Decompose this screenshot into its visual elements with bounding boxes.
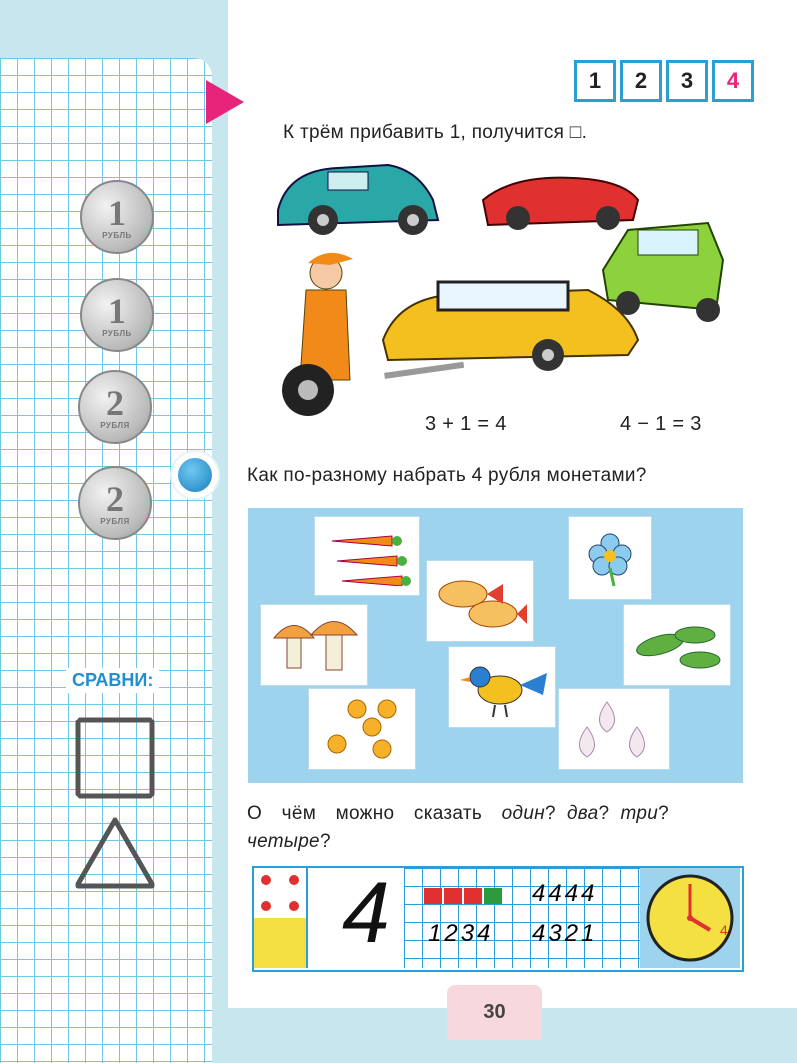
writing-row2b: 4321 [532, 920, 598, 947]
arrow-marker-icon [206, 80, 244, 124]
flower-icon [580, 528, 640, 588]
coin-2-rubles [78, 466, 152, 540]
tab-2[interactable]: 2 [620, 60, 662, 102]
cucumber-icon [630, 615, 725, 675]
number-tabs [574, 60, 754, 102]
domino-dots-icon [254, 868, 306, 918]
coin-value: 2 [106, 382, 124, 423]
color-blocks [424, 888, 502, 904]
card-garlic [558, 688, 670, 770]
coin-1-ruble [80, 180, 154, 254]
writing-row2a: 1234 [428, 920, 494, 947]
word-one: один [501, 803, 545, 824]
coin-2-rubles [78, 370, 152, 444]
yellow-car-icon [383, 282, 638, 371]
picture-panel [248, 508, 743, 783]
cars-illustration [268, 150, 738, 430]
page-number: 30 [447, 985, 542, 1040]
wrench-icon [384, 362, 464, 379]
clock-icon [640, 868, 740, 968]
equation-subtraction: 4 − 1 = 3 [620, 413, 702, 435]
tab-4[interactable]: 4 [712, 60, 754, 102]
coin-label: РУБЛЬ [102, 328, 132, 338]
matchstick-shapes [70, 712, 160, 892]
word-two: два [566, 803, 599, 824]
writing-practice-strip [252, 866, 744, 972]
coin-label: РУБЛЯ [100, 420, 130, 430]
tab-1[interactable]: 1 [574, 60, 616, 102]
coin-label: РУБЛЯ [100, 516, 130, 526]
teal-car-icon [278, 165, 438, 235]
red-car-icon [483, 178, 638, 230]
apple-icon [317, 694, 407, 764]
mushroom-icon [269, 613, 359, 678]
tab-3[interactable]: 3 [666, 60, 708, 102]
task3-text: О чём можно сказать один? два? три? четыре? [247, 803, 670, 852]
writing-row1: 4444 [532, 880, 598, 907]
bird-icon [455, 655, 550, 720]
card-cucumbers [623, 604, 731, 686]
word-four: четыре [247, 831, 320, 852]
equation-addition: 3 + 1 = 4 [425, 413, 507, 435]
card-fish [426, 560, 534, 642]
green-car-icon [603, 223, 723, 322]
card-flower [568, 516, 652, 600]
fish-icon [433, 569, 528, 634]
boy-with-tire-icon [282, 253, 353, 416]
clock-number: 4 [720, 922, 728, 938]
big-digit-area [306, 865, 404, 968]
garlic-icon [567, 697, 662, 762]
card-apples [308, 688, 416, 770]
clock-area [640, 868, 740, 968]
card-carrots [314, 516, 420, 596]
carrot-icon [322, 526, 412, 586]
card-mushrooms [260, 604, 368, 686]
card-bird [448, 646, 556, 728]
coin-value: 1 [108, 290, 126, 331]
word-three: три [620, 803, 659, 824]
globe-icon[interactable] [172, 452, 218, 498]
compare-label: СРАВНИ: [66, 668, 159, 693]
domino-card [254, 868, 308, 968]
matchstick-square-icon [78, 720, 152, 796]
task1-text: К трём прибавить 1, получится □. [283, 122, 588, 143]
task2-text: Как по-разному набрать 4 рубля монетами? [247, 465, 647, 486]
matchstick-triangle-icon [78, 820, 152, 886]
writing-grid [404, 868, 640, 968]
task3-prefix: О чём можно сказать [247, 803, 502, 824]
coin-value: 1 [108, 192, 126, 233]
big-digit: 4 [342, 865, 390, 961]
coin-value: 2 [106, 478, 124, 519]
coin-label: РУБЛЬ [102, 230, 132, 240]
coin-1-ruble [80, 278, 154, 352]
